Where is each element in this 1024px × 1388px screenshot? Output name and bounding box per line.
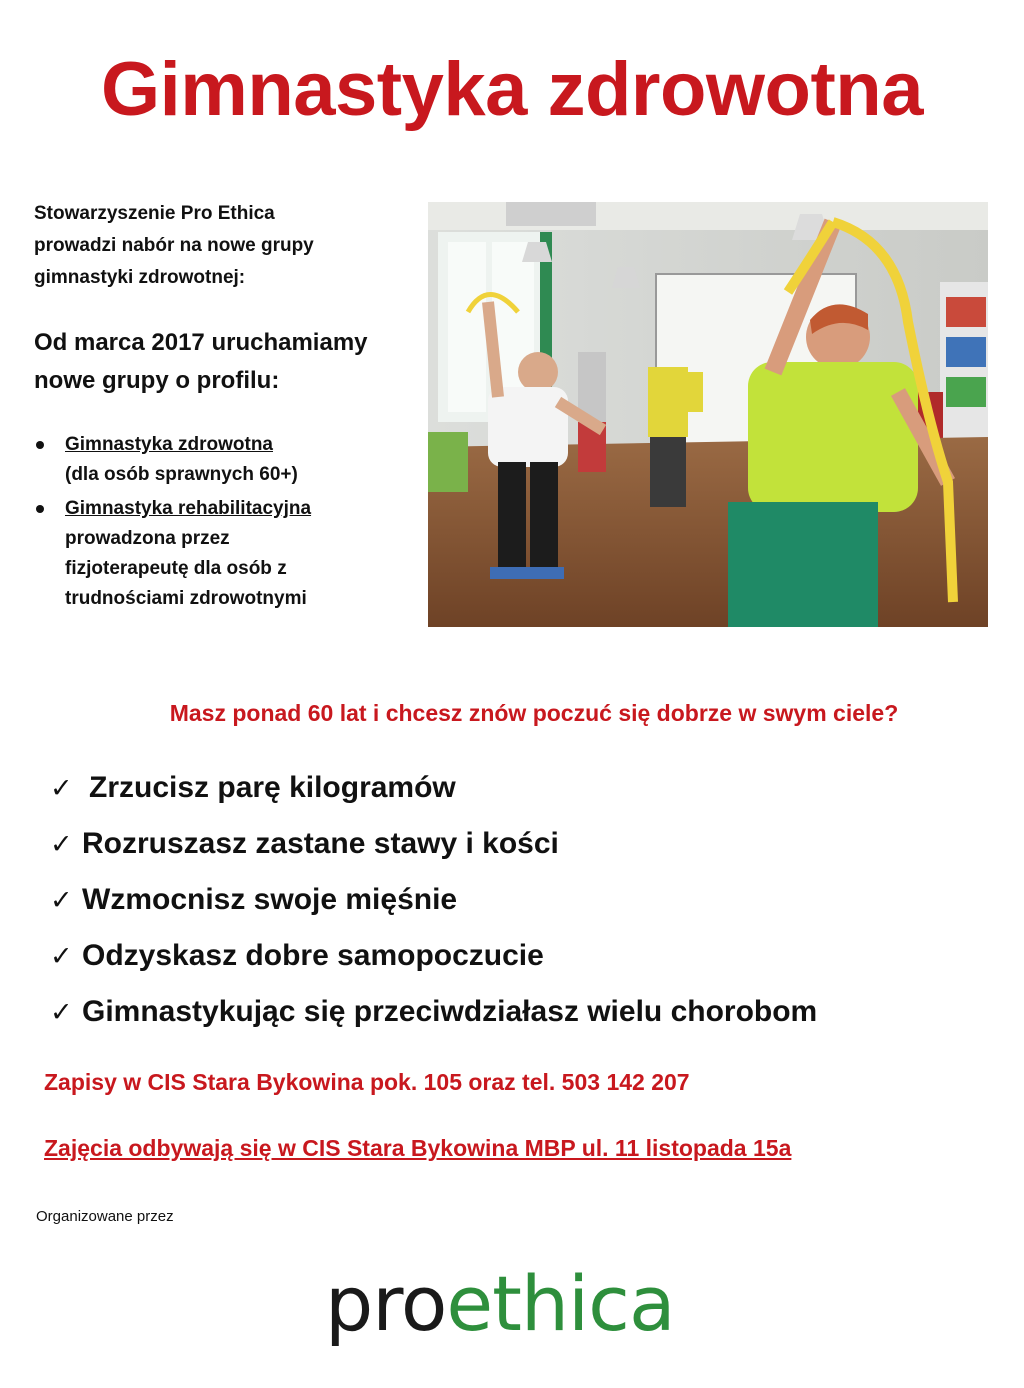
exercise-class-photo: [428, 202, 988, 627]
logo-text-ethica: ethica: [446, 1259, 675, 1348]
benefit-label: Rozruszasz zastane stawy i kości: [82, 827, 559, 860]
benefit-item: [50, 760, 817, 816]
intro-text: [34, 198, 424, 294]
intro-line: gimnastyki zdrowotnej:: [34, 267, 246, 288]
benefit-item: [50, 816, 817, 872]
group-description: fizjoterapeutę dla osób z: [65, 558, 287, 579]
check-icon: ✓: [50, 884, 73, 915]
bullet-icon: [36, 505, 44, 513]
benefits-list: [50, 760, 817, 1040]
question-headline: Masz ponad 60 lat i chcesz znów poczuć się dobrze w swym ciele?: [169, 700, 899, 726]
group-description: trudnościami zdrowotnymi: [65, 588, 307, 609]
check-icon: ✓: [50, 828, 73, 859]
check-icon: ✓: [50, 996, 73, 1027]
benefit-label: Zrzucisz parę kilogramów: [89, 771, 456, 804]
group-item: [34, 494, 424, 614]
group-name: Gimnastyka zdrowotna: [65, 434, 273, 455]
location-info: Zajęcia odbywają się w CIS Stara Bykowina MBP ul. 11 listopada 15a: [44, 1135, 792, 1161]
bullet-icon: [36, 441, 44, 449]
proethica-logo: [325, 1259, 675, 1348]
groups-list: [34, 430, 424, 618]
groups-heading-line: Od marca 2017 uruchamiamy: [34, 329, 368, 356]
group-description: (dla osób sprawnych 60+): [65, 464, 298, 485]
intro-line: Stowarzyszenie Pro Ethica: [34, 203, 275, 224]
page-title: Gimnastyka zdrowotna: [101, 47, 923, 132]
benefit-item: [50, 928, 817, 984]
group-item: [34, 430, 424, 490]
groups-heading-line: nowe grupy o profilu:: [34, 367, 280, 394]
check-icon: ✓: [50, 772, 73, 803]
group-description: prowadzona przez: [65, 528, 230, 549]
benefit-label: Wzmocnisz swoje mięśnie: [82, 883, 458, 916]
groups-heading: [34, 324, 424, 400]
benefit-item: [50, 984, 817, 1040]
organized-by-label: Organizowane przez: [36, 1208, 174, 1225]
intro-line: prowadzi nabór na nowe grupy: [34, 235, 314, 256]
check-icon: ✓: [50, 940, 73, 971]
benefit-label: Odzyskasz dobre samopoczucie: [82, 939, 544, 972]
signup-info: Zapisy w CIS Stara Bykowina pok. 105 oraz tel. 503 142 207: [44, 1069, 690, 1095]
group-name: Gimnastyka rehabilitacyjna: [65, 498, 312, 519]
logo-text-pro: pro: [325, 1259, 447, 1348]
benefit-item: [50, 872, 817, 928]
benefit-label: Gimnastykując się przeciwdziałasz wielu chorobom: [82, 995, 818, 1028]
